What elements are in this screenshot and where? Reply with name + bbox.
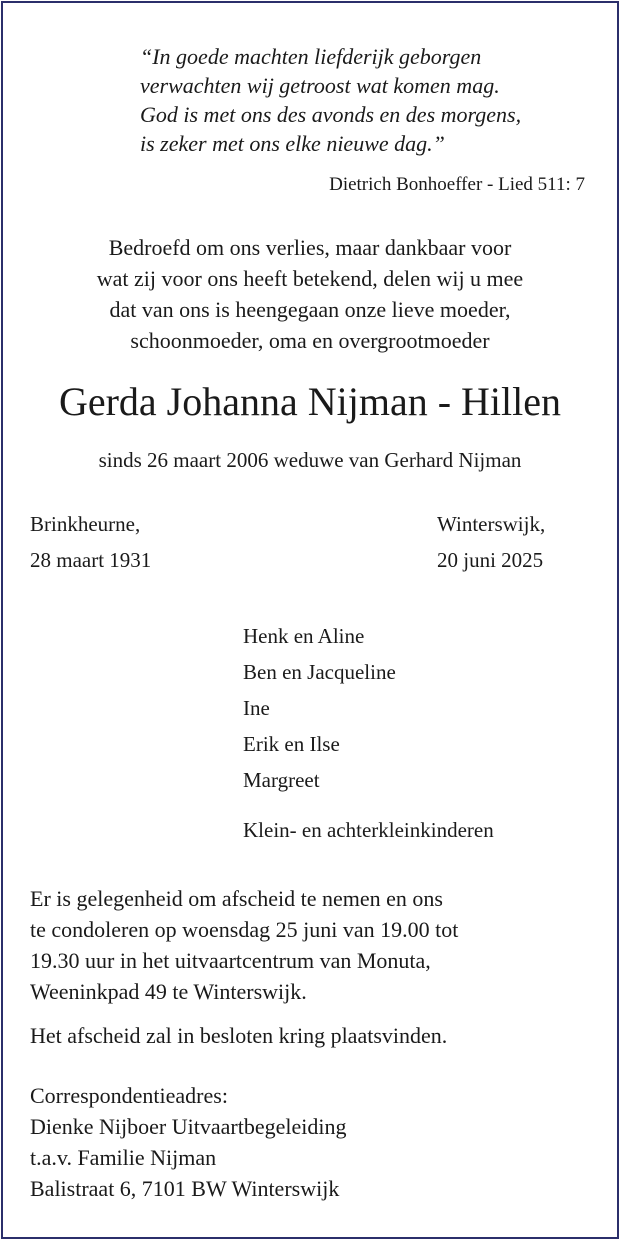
correspondence-line: Balistraat 6, 7101 BW Winterswijk [30,1176,340,1201]
bonhoeffer-quote [140,42,600,158]
quote-line: “In goede machten liefderijk geborgen [140,44,482,69]
farewell-line: Weeninkpad 49 te Winterswijk. [30,979,307,1004]
correspondence-line: Correspondentieadres: [30,1083,228,1108]
death-date: 20 juni 2025 [437,548,544,572]
intro-line: dat van ons is heengegaan onze lieve moeder, [109,297,511,322]
birth-place: Brinkheurne, [30,512,141,536]
family-member: Ine [243,696,270,720]
correspondence-address [30,1080,346,1204]
birth-info [30,506,151,578]
farewell-line: Er is gelegenheid om afscheid te nemen en ons [30,886,443,911]
correspondence-line: Dienke Nijboer Uitvaartbegeleiding [30,1114,347,1139]
death-info [437,506,545,578]
intro-line: Bedroefd om ons verlies, maar dankbaar voor [108,235,512,260]
announcement-intro [20,232,600,356]
intro-line: wat zij voor ons heeft betekend, delen wij u mee [96,266,524,291]
family-list [243,618,396,798]
deceased-name: Gerda Johanna Nijman - Hillen [58,379,562,424]
intro-line: schoonmoeder, oma en overgrootmoeder [130,328,490,353]
death-place: Winterswijk, [437,512,546,536]
private-farewell: Het afscheid zal in besloten kring plaatsvinden. [30,1023,448,1048]
correspondence-line: t.a.v. Familie Nijman [30,1145,217,1170]
family-member: Erik en Ilse [243,732,340,756]
farewell-info [30,883,458,1007]
quote-line: God is met ons des avonds en des morgens, [140,102,522,127]
quote-line: verwachten wij getroost wat komen mag. [140,73,500,98]
quote-line: is zeker met ons elke nieuwe dag.” [140,131,445,156]
quote-attribution: Dietrich Bonhoeffer - Lied 511: 7 [329,174,585,195]
family-member: Henk en Aline [243,624,365,648]
family-member: Margreet [243,768,320,792]
farewell-line: 19.30 uur in het uitvaartcentrum van Monuta, [30,948,431,973]
grandchildren-line: Klein- en achterkleinkinderen [243,818,494,842]
family-member: Ben en Jacqueline [243,660,396,684]
birth-date: 28 maart 1931 [30,548,152,572]
farewell-line: te condoleren op woensdag 25 juni van 19.00 tot [30,917,459,942]
widow-line: sinds 26 maart 2006 weduwe van Gerhard Nijman [98,448,522,472]
